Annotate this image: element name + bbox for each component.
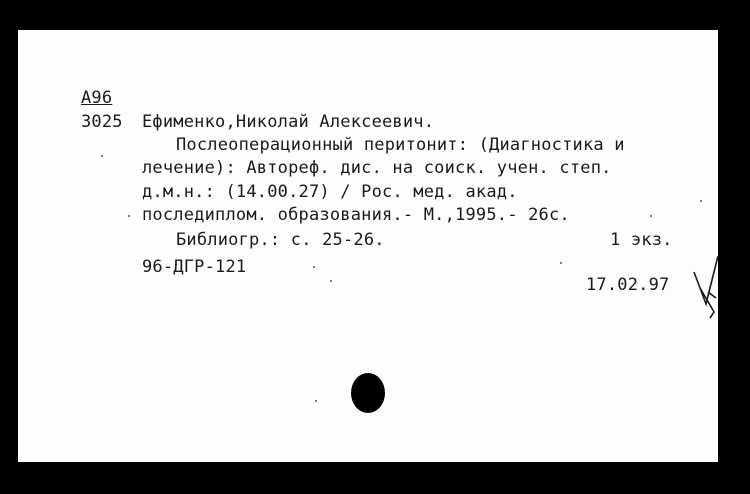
author-heading: Ефименко,Николай Алексеевич.: [142, 112, 435, 132]
checkmark-icon: [692, 252, 722, 320]
copies-count: 1 экз.: [610, 230, 673, 250]
scan-border: [718, 30, 750, 462]
title-line-2: лечение): Автореф. дис. на соиск. учен. степ.: [142, 158, 612, 178]
punch-hole: [351, 373, 385, 413]
inventory-number: 96-ДГР-121: [142, 257, 247, 277]
bibliography-note: Библиогр.: с. 25-26.: [176, 230, 385, 250]
shelf-mark: А96: [81, 88, 113, 108]
date-stamp: 17.02.97: [586, 275, 670, 295]
author-mark: 3025: [81, 112, 123, 132]
title-line-3: д.м.н.: (14.00.27) / Рос. мед. акад.: [142, 182, 518, 202]
title-line-4: последиплом. образования.- М.,1995.- 26с.: [142, 205, 570, 225]
title-line-1: Послеоперационный перитонит: (Диагностика и: [176, 135, 625, 155]
